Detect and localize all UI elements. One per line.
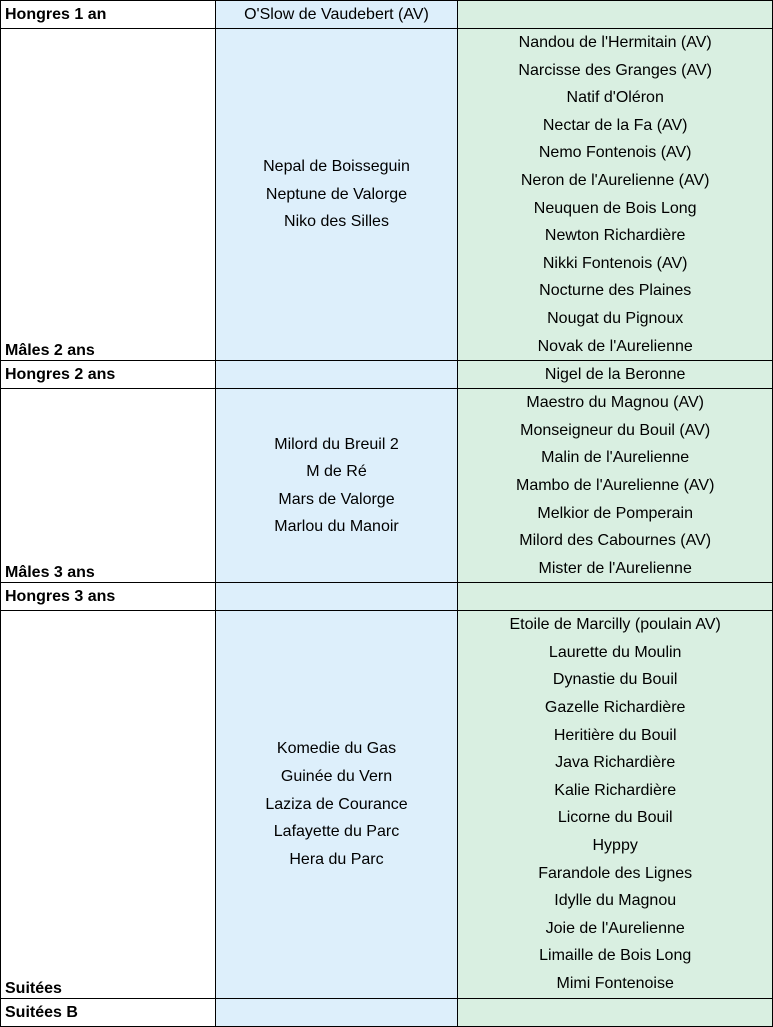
horse-name: Monseigneur du Bouil (AV) bbox=[520, 421, 711, 439]
category-cell[interactable]: Hongres 1 an bbox=[1, 1, 216, 29]
blue-cell[interactable] bbox=[215, 583, 458, 611]
table-row bbox=[1, 1, 773, 29]
horse-name: Marlou du Manoir bbox=[274, 518, 399, 536]
table-row bbox=[1, 389, 773, 583]
horse-name: Nigel de la Beronne bbox=[544, 365, 686, 383]
horse-name: Nikki Fontenois (AV) bbox=[542, 254, 688, 272]
horse-name: Kalie Richardière bbox=[554, 781, 677, 799]
horse-name: Mister de l'Aurelienne bbox=[538, 559, 692, 577]
horse-name: Milord des Cabournes (AV) bbox=[519, 532, 712, 550]
horse-name: Nepal de Boisseguin bbox=[263, 158, 410, 176]
horse-name: Heritière du Bouil bbox=[553, 726, 677, 744]
horse-name: Natif d'Oléron bbox=[566, 89, 664, 107]
blue-cell[interactable] bbox=[215, 29, 458, 361]
green-cell[interactable] bbox=[458, 29, 773, 361]
horse-name: Komedie du Gas bbox=[276, 740, 397, 758]
horse-name: M de Ré bbox=[306, 463, 367, 481]
green-cell[interactable] bbox=[458, 583, 773, 611]
horse-name: Narcisse des Granges (AV) bbox=[518, 61, 712, 79]
table-row bbox=[1, 361, 773, 389]
horse-name: Mimi Fontenoise bbox=[556, 975, 674, 992]
blue-cell[interactable] bbox=[215, 1, 458, 29]
category-cell[interactable]: Mâles 3 ans bbox=[1, 389, 216, 583]
category-cell[interactable]: Suitées bbox=[1, 611, 216, 998]
table-row bbox=[1, 29, 773, 361]
horse-name: Nemo Fontenois (AV) bbox=[538, 144, 692, 162]
table-row bbox=[1, 583, 773, 611]
horse-name: Farandole des Lignes bbox=[538, 864, 693, 882]
horse-name: Hera du Parc bbox=[289, 850, 384, 868]
green-cell[interactable] bbox=[458, 361, 773, 389]
horse-name: Maestro du Magnou (AV) bbox=[526, 394, 704, 412]
horse-name: Lafayette du Parc bbox=[273, 823, 400, 841]
horse-name: Limaille de Bois Long bbox=[539, 947, 692, 965]
category-cell[interactable]: Suitées B bbox=[1, 998, 216, 1026]
blue-cell[interactable] bbox=[215, 361, 458, 389]
blue-cell[interactable] bbox=[215, 389, 458, 583]
horse-name: Malin de l'Aurelienne bbox=[541, 449, 690, 467]
horse-name: Joie de l'Aurelienne bbox=[545, 919, 685, 937]
blue-cell[interactable] bbox=[215, 611, 458, 998]
green-cell[interactable] bbox=[458, 389, 773, 583]
horse-name: Etoile de Marcilly (poulain AV) bbox=[509, 616, 721, 634]
horse-name: Laziza de Courance bbox=[265, 795, 408, 813]
green-cell[interactable] bbox=[458, 998, 773, 1026]
horse-name: Nectar de la Fa (AV) bbox=[542, 116, 688, 134]
horse-name: Melkior de Pomperain bbox=[537, 504, 693, 522]
horse-name: Nougat du Pignoux bbox=[547, 309, 684, 327]
horse-name: Licorne du Bouil bbox=[557, 809, 673, 827]
category-cell[interactable]: Hongres 3 ans bbox=[1, 583, 216, 611]
horse-name: Neuquen de Bois Long bbox=[533, 199, 697, 217]
horse-name: Gazelle Richardière bbox=[544, 699, 686, 717]
blue-cell[interactable] bbox=[215, 998, 458, 1026]
horse-name: Milord du Breuil 2 bbox=[274, 435, 399, 453]
category-cell[interactable]: Hongres 2 ans bbox=[1, 361, 216, 389]
green-cell[interactable] bbox=[458, 1, 773, 29]
horse-name: Niko des Silles bbox=[284, 213, 389, 231]
horse-name: Java Richardière bbox=[555, 754, 676, 772]
table-row bbox=[1, 998, 773, 1026]
horse-name: O'Slow de Vaudebert (AV) bbox=[244, 5, 429, 23]
table-row bbox=[1, 611, 773, 998]
category-cell[interactable]: Mâles 2 ans bbox=[1, 29, 216, 361]
horse-name: Idylle du Magnou bbox=[554, 892, 677, 910]
horse-name: Nandou de l'Hermitain (AV) bbox=[518, 34, 712, 51]
horse-name: Hyppy bbox=[592, 837, 638, 855]
horse-name: Neptune de Valorge bbox=[265, 185, 408, 203]
horse-name: Mars de Valorge bbox=[278, 490, 395, 508]
horse-name: Dynastie du Bouil bbox=[552, 671, 678, 689]
horse-name: Mambo de l'Aurelienne (AV) bbox=[515, 476, 715, 494]
green-cell[interactable] bbox=[458, 611, 773, 998]
horse-name: Neron de l'Aurelienne (AV) bbox=[520, 171, 710, 189]
horse-name: Novak de l'Aurelienne bbox=[537, 337, 693, 355]
horse-name: Nocturne des Plaines bbox=[539, 282, 692, 300]
horse-name: Newton Richardière bbox=[544, 227, 686, 245]
horse-name: Guinée du Vern bbox=[280, 768, 393, 786]
horse-name: Laurette du Moulin bbox=[548, 643, 682, 661]
